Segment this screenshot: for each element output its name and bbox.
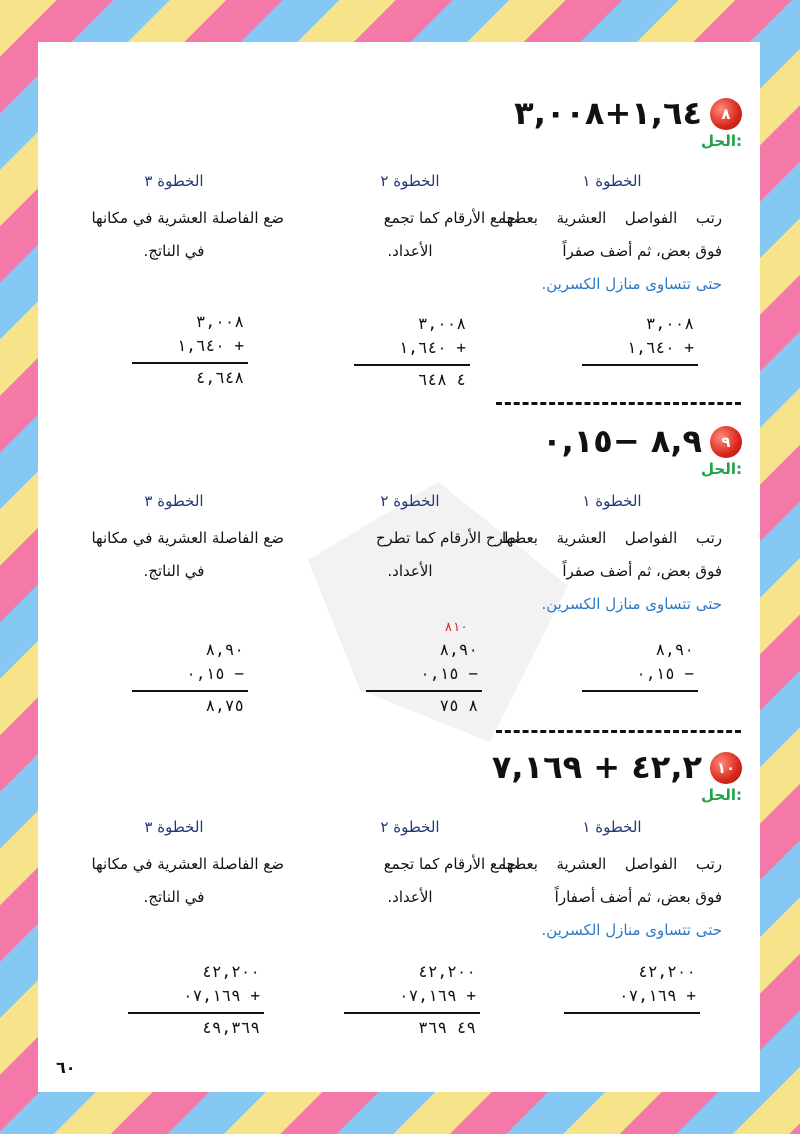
calc-rule [132,690,248,692]
calc-top-row: ٨,٩٠ [205,640,244,659]
calc-bottom-row: ٠,١٥ − [420,664,478,683]
calc-step-1 [572,640,702,740]
step-1-column [502,172,722,301]
step-text: رتب الفواصل العشرية بعضها [502,209,722,227]
problem-expression: ١,٦٤+٣,٠٠٨ [514,94,702,132]
step-text: اطرح الأرقام كما تطرح [375,529,520,547]
calc-rule [128,1012,264,1014]
calc-rule [582,690,698,692]
calc-bottom-row: ١,٦٤٠ + [176,336,244,355]
section-separator [496,402,741,405]
step-3-column [64,818,284,914]
solution-label: الحل: [701,132,742,150]
calc-step-2 [344,314,474,414]
step-text: في الناتج. [143,242,205,260]
step-text: حتى تتساوى منازل الكسرين. [541,921,722,939]
step-3-column [64,492,284,588]
calc-rule [354,364,470,366]
section-separator [496,730,741,733]
problem-9-header [442,422,742,482]
step-title: الخطوة ١ [582,818,642,836]
step-text: اجمع الأرقام كما تجمع [383,209,520,227]
calc-top-row: ٤٢,٢٠٠ [638,962,696,981]
calc-result-row: ٤٩ ٣٦٩ [418,1018,476,1037]
calc-step-1 [554,962,704,1062]
calc-rule [366,690,482,692]
step-2-column [300,492,520,588]
worksheet-page [38,42,760,1092]
calc-step-2 [334,962,484,1062]
step-2-column [300,818,520,914]
step-text: ضع الفاصلة العشرية في مكانها [91,209,284,227]
step-text: حتى تتساوى منازل الكسرين. [541,595,722,613]
problem-expression: ٨,٩ −٠,١٥ [542,422,702,460]
problem-number-badge: ٨ [710,98,742,130]
calc-top-row: ٣,٠٠٨ [417,314,466,333]
calc-step-3 [122,640,252,740]
step-2-column [300,172,520,268]
step-text: الأعداد. [387,888,433,906]
page-number: ٦٠ [56,1058,76,1077]
step-title: الخطوة ٣ [144,492,204,510]
step-3-column [64,172,284,268]
calc-result-row: ٤ ٦٤٨ [417,370,466,389]
step-1-column [502,492,722,621]
calc-top-row: ٨,٩٠ [439,640,478,659]
calc-top-row: ٨,٩٠ [655,640,694,659]
problem-10-header [442,748,742,808]
step-title: الخطوة ١ [582,492,642,510]
step-1-column [502,818,722,947]
calc-bottom-row: ٠,١٥ − [636,664,694,683]
problem-expression: ٤٢,٢ + ٧,١٦٩ [491,748,702,786]
step-text: في الناتج. [143,888,205,906]
step-text: فوق بعض، ثم أضف صفراً [562,242,722,260]
calc-bottom-row: ١,٦٤٠ + [626,338,694,357]
step-text: رتب الفواصل العشرية بعضها [502,529,722,547]
step-text: ضع الفاصلة العشرية في مكانها [91,855,284,873]
calc-top-row: ٤٢,٢٠٠ [202,962,260,981]
step-title: الخطوة ١ [582,172,642,190]
calc-bottom-row: ١,٦٤٠ + [398,338,466,357]
step-text: ضع الفاصلة العشرية في مكانها [91,529,284,547]
step-title: الخطوة ٢ [380,492,440,510]
calc-bottom-row: ٠٧,١٦٩ + [182,986,260,1005]
step-title: الخطوة ٢ [380,172,440,190]
calc-top-row: ٣,٠٠٨ [645,314,694,333]
calc-step-2 [356,620,486,740]
problem-8-header [442,94,742,154]
step-title: الخطوة ٣ [144,172,204,190]
calc-bottom-row: ٠٧,١٦٩ + [398,986,476,1005]
calc-bottom-row: ٠٧,١٦٩ + [618,986,696,1005]
calc-top-row: ٣,٠٠٨ [195,312,244,331]
step-text: اجمع الأرقام كما تجمع [383,855,520,873]
calc-result-row: ٤٩,٣٦٩ [202,1018,260,1037]
calc-result-row: ٨ ٧٥ [439,696,478,715]
step-text: في الناتج. [143,562,205,580]
step-text: فوق بعض، ثم أضف أصفاراً [554,888,722,906]
calc-rule [582,364,698,366]
step-title: الخطوة ٢ [380,818,440,836]
calc-rule [132,362,248,364]
step-text: رتب الفواصل العشرية بعضها [502,855,722,873]
borrow-marks: ٨١٠ [444,620,468,635]
calc-top-row: ٤٢,٢٠٠ [418,962,476,981]
solution-label: الحل: [701,460,742,478]
calc-step-3 [122,312,252,412]
calc-rule [344,1012,480,1014]
step-text: الأعداد. [387,242,433,260]
calc-rule [564,1012,700,1014]
step-text: حتى تتساوى منازل الكسرين. [541,275,722,293]
step-text: فوق بعض، ثم أضف صفراً [562,562,722,580]
solution-label: الحل: [701,786,742,804]
calc-bottom-row: ٠,١٥ − [186,664,244,683]
problem-number-badge: ١٠ [710,752,742,784]
calc-step-1 [572,314,702,414]
calc-result-row: ٨,٧٥ [205,696,244,715]
calc-result-row: ٤,٦٤٨ [195,368,244,387]
step-title: الخطوة ٣ [144,818,204,836]
calc-step-3 [118,962,268,1062]
step-text: الأعداد. [387,562,433,580]
problem-number-badge: ٩ [710,426,742,458]
